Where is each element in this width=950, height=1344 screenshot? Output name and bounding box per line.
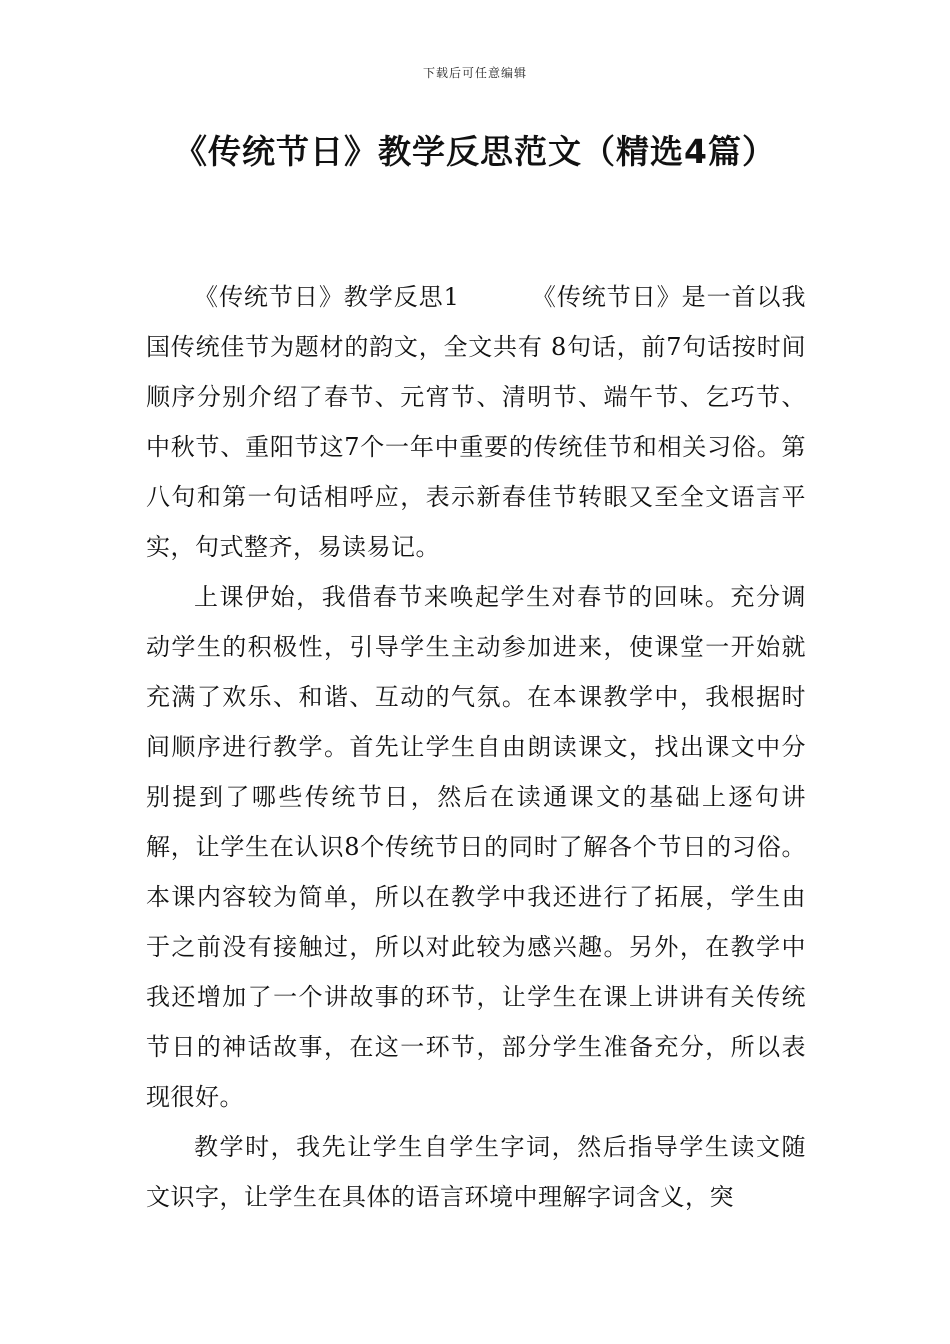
header-note: 下载后可任意编辑 xyxy=(422,66,527,80)
document-title: 《传统节日》教学反思范文（精选4篇） xyxy=(174,132,776,171)
section-heading: 《传统节日》教学反思1 xyxy=(194,283,460,311)
paragraph-1-text: 《传统节日》是一首以我国传统佳节为题材的韵文，全文共有 8句话，前7句话按时间顺序分别介绍了春节、元宵节、清明节、端午节、乞巧节、中秋节、重阳节这7个一年中重要的传统佳节和相关习俗。第八句和第一句话相呼应，表示新春佳节转眼又至全文语言平实，句式整齐，易读易记。 xyxy=(146,283,806,561)
paragraph-2: 上课伊始，我借春节来唤起学生对春节的回味。充分调动学生的积极性，引导学生主动参加进来，使课堂一开始就充满了欢乐、和谐、互动的气氛。在本课教学中，我根据时间顺序进行教学。首先让学生自由朗读课文，找出课文中分别提到了哪些传统节日，然后在读通课文的基础上逐句讲解，让学生在认识8个传统节日的同时了解各个节日的习俗。本课内容较为简单，所以在教学中我还进行了拓展，学生由于之前没有接触过，所以对此较为感兴趣。另外，在教学中我还增加了一个讲故事的环节，让学生在课上讲讲有关传统节日的神话故事，在这一环节，部分学生准备充分，所以表现很好。 xyxy=(146,583,806,1111)
paragraph-1 xyxy=(146,272,806,572)
paragraph-3: 教学时，我先让学生自学生字词，然后指导学生读文随文识字，让学生在具体的语言环境中理解字词含义，突 xyxy=(146,1133,806,1211)
document-body xyxy=(146,272,806,1222)
